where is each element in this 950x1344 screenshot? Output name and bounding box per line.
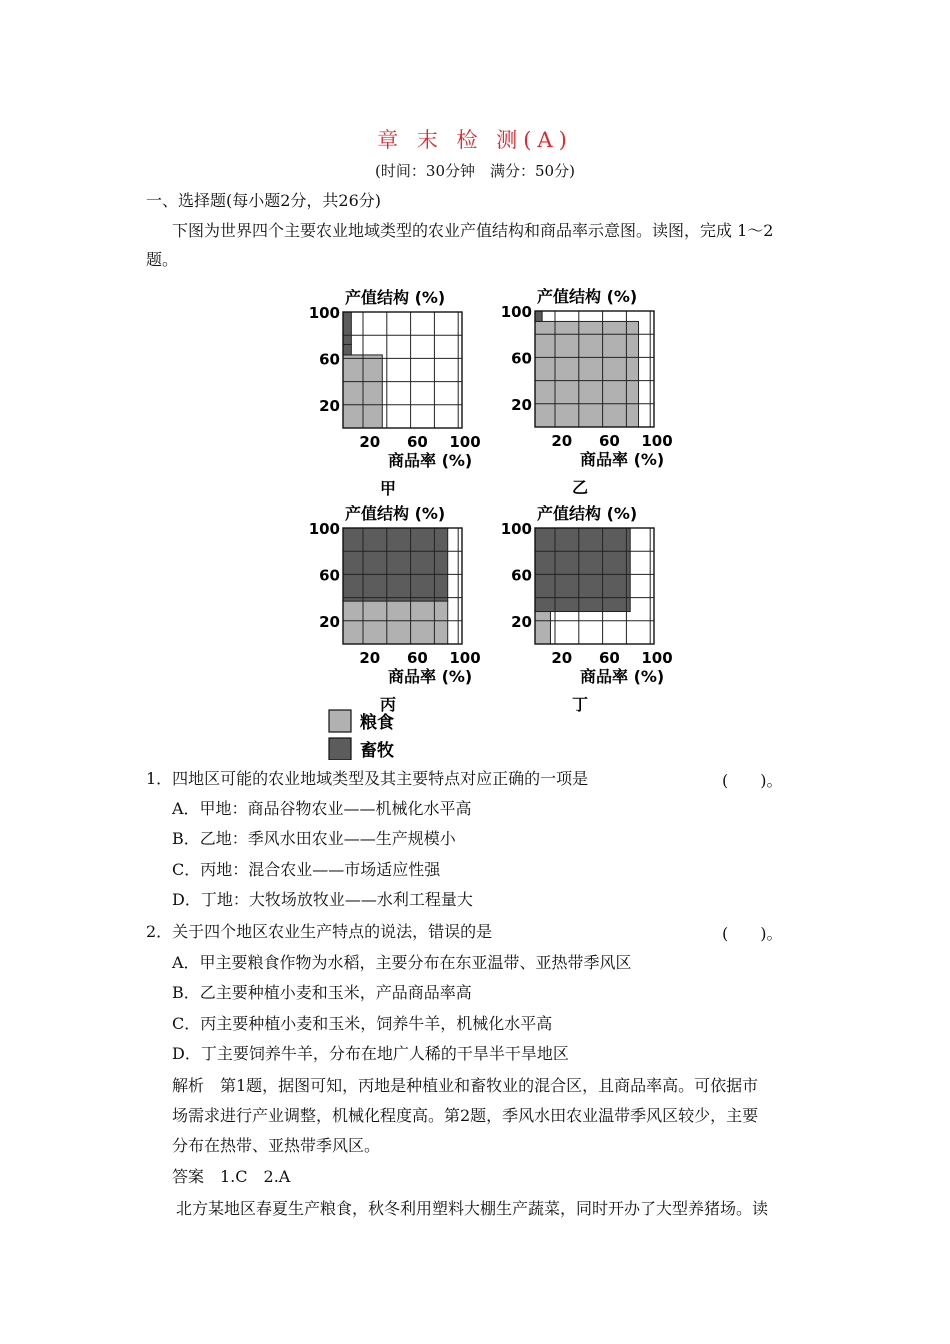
chart-2-xtick: 20 <box>551 432 573 450</box>
chart-3-ytick: 60 <box>319 566 340 585</box>
chart-2-xtick: 100 <box>641 432 673 450</box>
chart-4-panel-label: 丁 <box>571 695 589 714</box>
question-2-answer-blank: ( )。 <box>722 924 783 943</box>
chart-1-xtick: 100 <box>449 433 481 451</box>
question-2-option-b: B．乙主要种植小麦和玉米，产品商品率高 <box>172 983 472 1002</box>
chart-2-ytick: 20 <box>511 395 532 414</box>
chart-3-xtick: 20 <box>359 649 381 667</box>
chart-1-block-2 <box>343 312 351 344</box>
chart-4-xtick: 100 <box>641 649 673 667</box>
chart-2-ytick: 60 <box>511 349 532 368</box>
analysis-line-2: 场需求进行产业调整，机械化程度高。第2题，季风水田农业温带季风区较少，主要 <box>172 1106 759 1125</box>
chart-3-block-2 <box>343 528 448 601</box>
analysis-line-3: 分布在热带、亚热带季风区。 <box>172 1136 381 1155</box>
chart-2-panel-label: 乙 <box>571 478 589 497</box>
intro-line-2: 题。 <box>146 250 179 269</box>
chart-1-block-3 <box>343 344 351 354</box>
chart-4-ytick: 60 <box>511 566 532 585</box>
next-question-intro: 北方某地区春夏生产粮食，秋冬利用塑料大棚生产蔬菜，同时开办了大型养猪场。读 <box>176 1199 769 1218</box>
question-2-option-c: C．丙主要种植小麦和玉米，饲养牛羊，机械化水平高 <box>172 1014 553 1033</box>
question-2-option-a: A．甲主要粮食作物为水稻，主要分布在东亚温带、亚热带季风区 <box>172 953 632 972</box>
chart-3-ylabel: 产值结构 (%) <box>345 504 446 523</box>
intro-line-1: 下图为世界四个主要农业地域类型的农业产值结构和商品率示意图。读图，完成 1～2 <box>172 221 774 240</box>
charts-svg <box>300 280 700 760</box>
question-1-stem: 1．四地区可能的农业地域类型及其主要特点对应正确的一项是 <box>146 769 589 788</box>
chart-2-xtick: 60 <box>598 432 620 450</box>
chart-2-block-2 <box>535 311 542 321</box>
chart-4-xtick: 60 <box>598 649 620 667</box>
legend-swatch-1 <box>329 710 351 732</box>
chart-3-panel-label: 丙 <box>379 695 397 714</box>
chart-2-xlabel: 商品率 (%) <box>580 450 665 469</box>
chart-4-xlabel: 商品率 (%) <box>580 667 665 686</box>
question-2-option-d: D．丁主要饲养牛羊，分布在地广人稀的干旱半干旱地区 <box>172 1044 569 1063</box>
chart-1-ytick: 20 <box>319 396 340 415</box>
chart-3-ytick: 100 <box>308 520 340 538</box>
chart-4-xtick: 20 <box>551 649 573 667</box>
agriculture-charts-figure <box>300 280 700 760</box>
chart-1-ylabel: 产值结构 (%) <box>345 288 446 307</box>
chart-1-xtick: 20 <box>359 433 381 451</box>
question-1-option-a: A．甲地：商品谷物农业——机械化水平高 <box>172 799 472 818</box>
chart-3-block-1 <box>343 601 448 644</box>
question-1-option-d: D．丁地：大牧场放牧业——水利工程量大 <box>172 890 473 909</box>
legend-label-2: 畜牧 <box>360 741 394 760</box>
page-title: 章 末 检 测(A) <box>377 128 573 152</box>
chart-3-xlabel: 商品率 (%) <box>388 667 473 686</box>
chart-3-xtick: 60 <box>406 649 428 667</box>
chart-2-block-1 <box>535 321 639 427</box>
answer-line: 答案 1.C 2.A <box>172 1167 291 1186</box>
chart-1-ytick: 100 <box>308 304 340 322</box>
chart-4-ylabel: 产值结构 (%) <box>537 504 638 523</box>
chart-3-ytick: 20 <box>319 612 340 631</box>
chart-3-xtick: 100 <box>449 649 481 667</box>
chart-1-xtick: 60 <box>406 433 428 451</box>
chart-1-panel-label: 甲 <box>379 479 397 498</box>
exam-info: (时间：30分钟 满分：50分) <box>375 162 575 180</box>
chart-2-ytick: 100 <box>500 303 532 321</box>
chart-1-xlabel: 商品率 (%) <box>388 451 473 470</box>
section-heading: 一、选择题(每小题2分，共26分) <box>146 191 382 210</box>
analysis-line-1: 解析 第1题，据图可知，丙地是种植业和畜牧业的混合区，且商品率高。可依据市 <box>172 1076 759 1095</box>
chart-4-block-2 <box>535 528 630 612</box>
chart-4-ytick: 100 <box>500 520 532 538</box>
question-1-option-c: C．丙地：混合农业——市场适应性强 <box>172 860 441 879</box>
question-1-option-b: B．乙地：季风水田农业——生产规模小 <box>172 829 456 848</box>
question-2-stem: 2．关于四个地区农业生产特点的说法，错误的是 <box>146 922 493 941</box>
chart-2-ylabel: 产值结构 (%) <box>537 287 638 306</box>
legend-label-1: 粮食 <box>360 713 394 733</box>
legend-swatch-2 <box>329 738 351 760</box>
chart-4-block-1 <box>535 612 550 644</box>
chart-4-ytick: 20 <box>511 612 532 631</box>
question-1-answer-blank: ( )。 <box>722 771 783 790</box>
chart-1-ytick: 60 <box>319 350 340 369</box>
